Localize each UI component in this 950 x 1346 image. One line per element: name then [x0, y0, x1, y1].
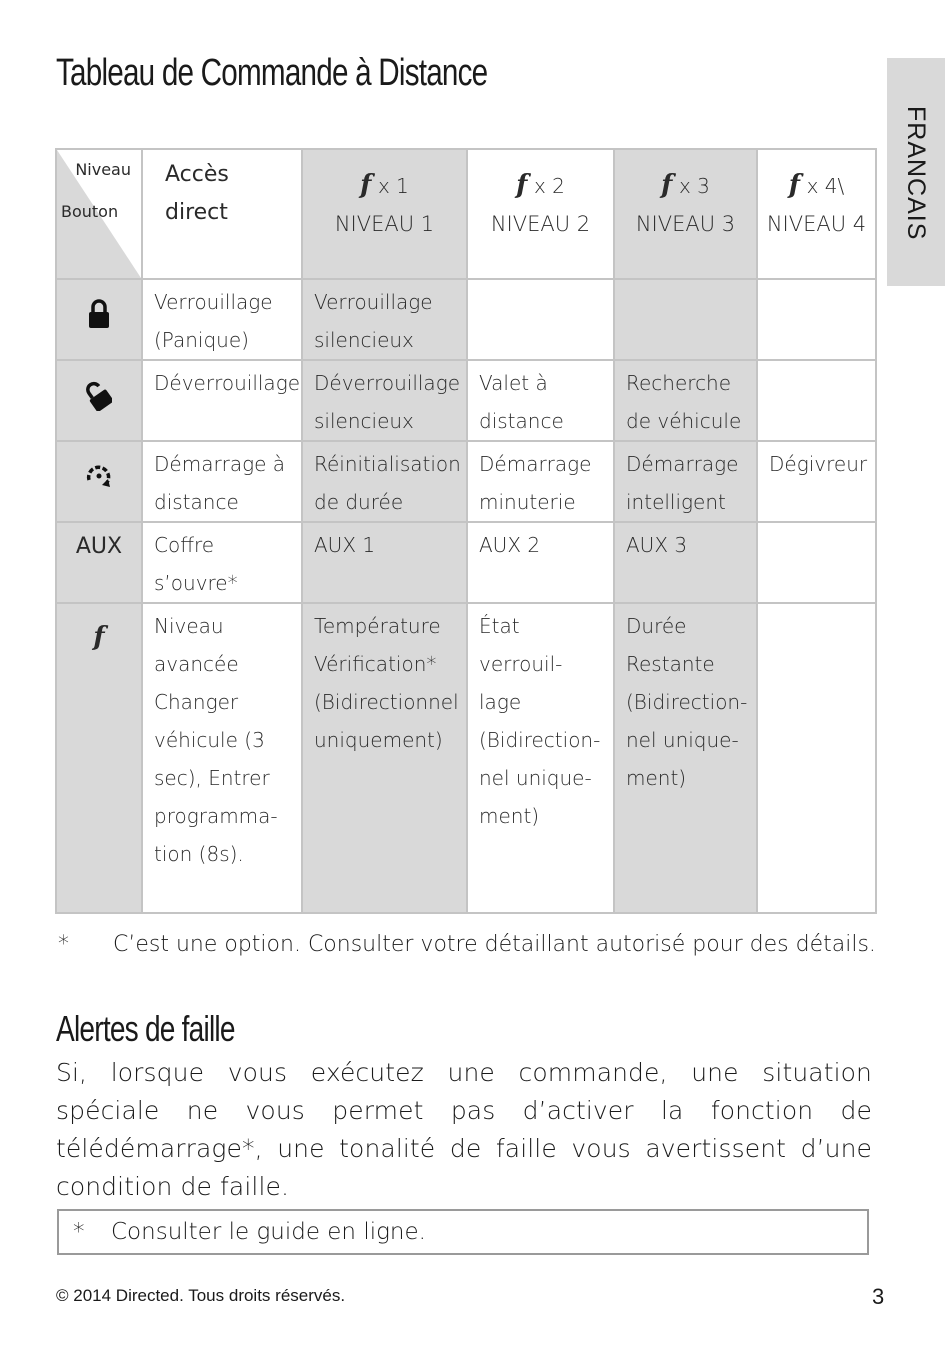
- function-icon: f: [661, 170, 673, 200]
- note-star: *: [73, 1219, 85, 1245]
- level-2-header: f x 2 NIVEAU 2: [467, 149, 614, 279]
- table-cell: [757, 522, 876, 603]
- section-paragraph: Si, lorsque vous exécutez une commande, une situation spéciale ne vous permet pas d’activer la fonction de télédémarrage*, une tonalité de faille vous avertissent d’une condition de faille.: [56, 1058, 872, 1201]
- table-cell: Recherche de véhicule: [614, 360, 757, 441]
- online-guide-note: [57, 1209, 869, 1255]
- table-cell: Réinitialisation de durée: [302, 441, 467, 522]
- table-cell: AUX 2: [467, 522, 614, 603]
- table-cell: [467, 279, 614, 360]
- table-cell: AUX 3: [614, 522, 757, 603]
- table-row: [56, 441, 876, 522]
- footnote-star: *: [58, 932, 69, 957]
- direct-access-header: Accès direct: [142, 149, 302, 279]
- language-label: FRANCAIS: [902, 106, 930, 241]
- table-cell: Coffre s’ouvre*: [142, 522, 302, 603]
- table-cell: Température Vérification* (Bidirectionnel uniquement): [302, 603, 467, 913]
- table-row: [56, 522, 876, 603]
- function-button-cell: [56, 603, 142, 913]
- page-title: Tableau de Commande à Distance: [56, 52, 488, 94]
- table-cell: Dégivreur: [757, 441, 876, 522]
- table-cell: Déverrouillage silencieux: [302, 360, 467, 441]
- table-cell: Verrouillage silencieux: [302, 279, 467, 360]
- table-cell: Verrouillage (Panique): [142, 279, 302, 360]
- remote-start-icon: [84, 461, 114, 491]
- page-number: 3: [872, 1284, 885, 1309]
- section-title: Alertes de faille: [56, 1008, 235, 1049]
- function-icon: f: [516, 170, 528, 200]
- table-cell: Démarrage à distance: [142, 441, 302, 522]
- table-cell: État verrouil-lage (Bidirection-nel unique-ment): [467, 603, 614, 913]
- table-cell: Valet à distance: [467, 360, 614, 441]
- table-cell: [757, 603, 876, 913]
- table-header-row: [56, 149, 876, 279]
- table-cell: Durée Restante (Bidirection-nel unique-ment): [614, 603, 757, 913]
- language-tab: [887, 58, 945, 286]
- remote-start-button-cell: [56, 441, 142, 522]
- corner-cell: [56, 149, 142, 279]
- table-row: [56, 603, 876, 913]
- copyright: © 2014 Directed. Tous droits réservés.: [56, 1286, 346, 1305]
- level-3-header: f x 3 NIVEAU 3: [614, 149, 757, 279]
- table-cell: Démarrage minuterie: [467, 441, 614, 522]
- table-cell: Déverrouillage: [142, 360, 302, 441]
- table-cell: Démarrage intelligent: [614, 441, 757, 522]
- table-cell: [614, 279, 757, 360]
- unlock-icon: [86, 379, 112, 411]
- level-label: Niveau: [75, 160, 131, 179]
- unlock-button-cell: [56, 360, 142, 441]
- command-table: [55, 148, 877, 914]
- function-icon: f: [788, 170, 800, 200]
- function-icon: f: [360, 170, 372, 200]
- lock-icon: [87, 299, 111, 329]
- aux-button-cell: AUX: [56, 522, 142, 603]
- table-cell: AUX 1: [302, 522, 467, 603]
- table-row: [56, 279, 876, 360]
- footnote-text: C’est une option. Consulter votre détaillant autorisé pour des détails.: [113, 932, 876, 957]
- button-label: Bouton: [61, 202, 119, 221]
- lock-button-cell: [56, 279, 142, 360]
- function-icon: f: [93, 622, 105, 652]
- table-cell: [757, 360, 876, 441]
- note-text: Consulter le guide en ligne.: [111, 1219, 426, 1245]
- table-cell: [757, 279, 876, 360]
- level-1-header: f x 1 NIVEAU 1: [302, 149, 467, 279]
- table-cell: Niveau avancée Changer véhicule (3 sec), Entrer programma-tion (8s).: [142, 603, 302, 913]
- level-4-header: f x 4\ NIVEAU 4: [757, 149, 876, 279]
- table-row: [56, 360, 876, 441]
- option-footnote: [58, 932, 878, 957]
